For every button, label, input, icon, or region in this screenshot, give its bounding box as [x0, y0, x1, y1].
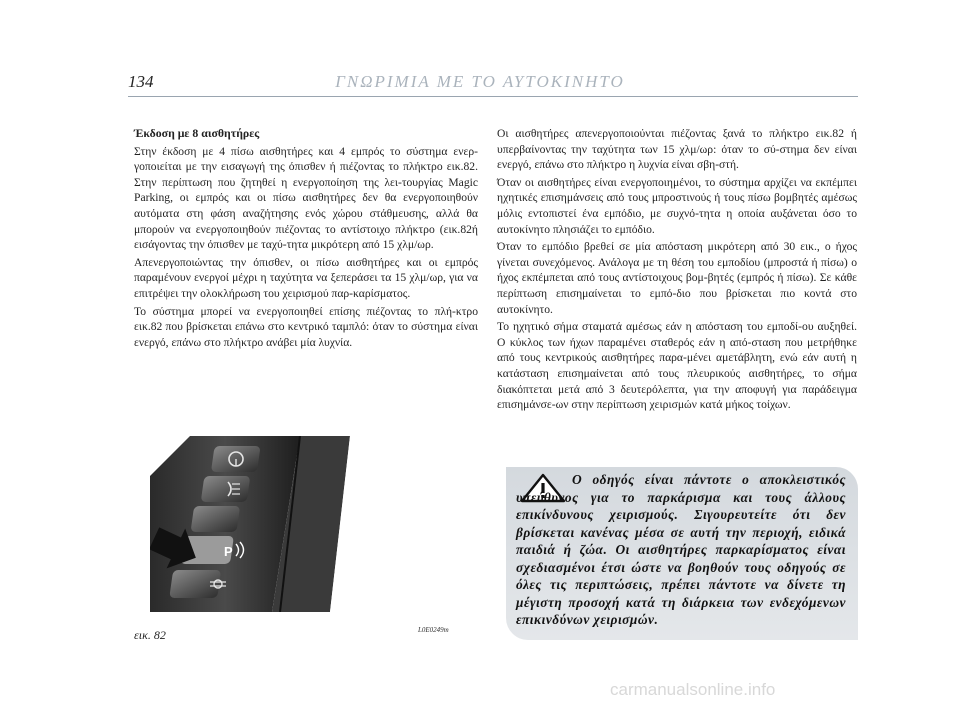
- section-title: Έκδοση με 8 αισθητήρες: [134, 126, 260, 140]
- paragraph: Όταν το εμπόδιο βρεθεί σε μία απόσταση μικρότερη από 30 εικ., ο ήχος γίνεται συνεχόμενος. Ανάλογα με τη θέση του εμποδίου (μπροστά ή πίσω) ο ήχος εκπέμπεται από τους αντίστοιχους βομ-βητές (εμπρός ή πίσω). Σε κάθε περίπτωση επισημαίνεται το εμπό-διο που βρίσκεται πιο κοντά στο αυτοκίνητο.: [497, 240, 857, 316]
- watermark: carmanualsonline.info: [610, 680, 776, 699]
- paragraph: Απενεργοποιώντας την όπισθεν, οι πίσω αισθητήρες και οι εμπρός παραμένουν ενεργοί μέχρι η ταχύτητα να ξεπεράσει τα 15 χλμ/ωρ, για να επιτρέψει την ολοκλήρωση του χειρισμού παρ-καρίσματος.: [134, 255, 478, 300]
- paragraph: Το ηχητικό σήμα σταματά αμέσως εάν η απόσταση του εμποδί-ου αυξηθεί. Ο κύκλος των ήχων παραμένει σταθερός εάν η από-σταση που μετρήθηκε από τους κεντρικούς αισθητήρες παρα-μένει αμετάβλητη, ενώ εάν αυτή η κατάσταση επισημαίνεται από τους πλευρικούς αισθητήρες, το σήμα διακόπτεται μετά από 3 δευτερόλεπτα, για την αποφυγή για παράδειγμα επισημάνσε-ων στην περίπτωση χειρισμών κατά μήκος τοίχων.: [497, 320, 857, 412]
- steering-button-icon: [211, 446, 261, 472]
- paragraph: Στην έκδοση με 4 πίσω αισθητήρες και 4 εμπρός το σύστημα ενερ-γοποιείται με την εισαγωγή της όπισθεν ή πιέζοντας το πλήκτρο εικ.82. Στην περίπτωση που ζητηθεί η ενεργοποίηση της λει-τουργίας Magic Parking, οι εμπρός και οι πίσω αισθητήρες δεν θα ενεργοποιηθούν αυτόματα στη φάση αναζήτησης ενός χώρου στάθμευσης, αλλά θα μπορούν να ενεργοποιηθούν πιέζοντας το αντίστοιχο πλήκτρο (εικ.82ή εισάγοντας την όπισθεν με ταχύ-τητα μικρότερη από 15 χλμ/ωρ.: [134, 144, 478, 252]
- warning-text: Ο οδηγός είναι πάντοτε ο αποκλειστικός υπεύθυνος για το παρκάρισμα και τους άλλους επικίνδυνους χειρισμούς. Σιγουρευτείτε ότι δεν βρίσκεται κανένας μέσα σε αυτή την περιοχή, ειδικά παιδιά ή ζώα. Οι αισθητήρες παρκαρίσματος είναι σχεδιασμένοι έτσι ώστε να βοηθούν τους οδηγούς σε όλες τις περιπτώσεις, πρέπει πάντοτε να δίνετε τη μέγιστη προσοχή κατά τη διάρκεια των ενδεχόμενων επικινδύνων χειρισμών.: [516, 472, 846, 627]
- page-number: 134: [128, 72, 154, 91]
- dashboard-illustration: [150, 436, 478, 612]
- fan-button-icon: [169, 570, 226, 598]
- headlight-button-icon: [201, 476, 251, 502]
- warning-box: [506, 467, 858, 640]
- paragraph: Όταν οι αισθητήρες είναι ενεργοποιημένοι, το σύστημα αρχίζει να εκπέμπει ηχητικές επισημάνσεις από τους μπροστινούς ή τους πίσω βομβητές αμέσως μόλις εντοπιστεί ένα εμπόδιο, με συχνό-τητα η οποία αυξάνεται όσο το αυτοκίνητο πλησιάζει το εμπόδιο.: [497, 175, 857, 236]
- paragraph: Το σύστημα μπορεί να ενεργοποιηθεί επίσης πιέζοντας το πλή-κτρο εικ.82 που βρίσκεται επάνω στο κεντρικό ταμπλό: όταν το σύστημα είναι ενεργό, επάνω στο πλήκτρο ανάβει μία λυχνία.: [134, 304, 478, 349]
- left-column: [134, 126, 478, 352]
- paragraph: Οι αισθητήρες απενεργοποιούνται πιέζοντας ξανά το πλήκτρο εικ.82 ή υπερβαίνοντας την ταχύτητα των 15 χλμ/ωρ: όταν το σύ-στημα δεν είναι ενεργό, επάνω στο πλήκτρο η λυχνία είναι σβη-στή.: [497, 127, 857, 172]
- right-column: [497, 126, 857, 415]
- figure-dashboard-buttons: [150, 436, 478, 612]
- blank-button: [191, 506, 241, 532]
- header-rule: [128, 96, 858, 97]
- figure-caption: εικ. 82: [134, 628, 166, 642]
- figure-code: L0E0249m: [418, 626, 449, 634]
- svg-text:P: P: [224, 544, 233, 559]
- page-header-title: ΓΝΩΡΙΜΙΑ ΜΕ ΤΟ ΑΥΤΟΚΙΝΗΤΟ: [335, 72, 625, 91]
